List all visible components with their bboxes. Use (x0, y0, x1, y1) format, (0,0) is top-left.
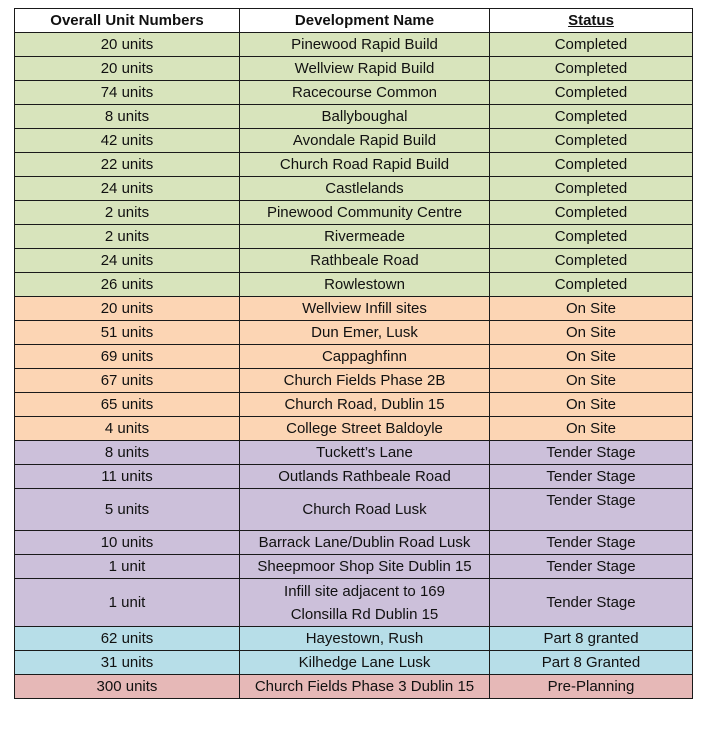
cell-status: On Site (490, 297, 693, 321)
table-row (15, 531, 693, 555)
cell-development-name: Ballyboughal (240, 105, 490, 129)
cell-status: On Site (490, 393, 693, 417)
cell-development-name: Wellview Rapid Build (240, 57, 490, 81)
cell-units: 1 unit (15, 579, 240, 627)
cell-development-name: Kilhedge Lane Lusk (240, 651, 490, 675)
table-row (15, 651, 693, 675)
table-row (15, 249, 693, 273)
cell-development-name: Rowlestown (240, 273, 490, 297)
header-development-name: Development Name (240, 9, 490, 33)
cell-development-name: Church Fields Phase 2B (240, 369, 490, 393)
cell-status: Tender Stage (490, 465, 693, 489)
cell-units: 300 units (15, 675, 240, 699)
table-row (15, 297, 693, 321)
cell-units: 8 units (15, 441, 240, 465)
cell-development-name: Church Fields Phase 3 Dublin 15 (240, 675, 490, 699)
table-row (15, 129, 693, 153)
cell-units: 22 units (15, 153, 240, 177)
cell-units: 4 units (15, 417, 240, 441)
cell-status: On Site (490, 321, 693, 345)
cell-units: 62 units (15, 627, 240, 651)
cell-units: 24 units (15, 177, 240, 201)
table-row (15, 105, 693, 129)
cell-status: Tender Stage (490, 531, 693, 555)
table-row (15, 177, 693, 201)
cell-status: Completed (490, 225, 693, 249)
header-unit-numbers: Overall Unit Numbers (15, 9, 240, 33)
cell-development-name (240, 579, 490, 627)
cell-status: Tender Stage (490, 441, 693, 465)
cell-development-name: Barrack Lane/Dublin Road Lusk (240, 531, 490, 555)
cell-units: 2 units (15, 225, 240, 249)
cell-units: 20 units (15, 33, 240, 57)
cell-development-name: Pinewood Rapid Build (240, 33, 490, 57)
cell-development-name: Tuckett’s Lane (240, 441, 490, 465)
cell-units: 31 units (15, 651, 240, 675)
table-row (15, 627, 693, 651)
table-row (15, 81, 693, 105)
table-row (15, 273, 693, 297)
table-row (15, 153, 693, 177)
cell-status: Completed (490, 81, 693, 105)
table-row (15, 201, 693, 225)
header-row (15, 9, 693, 33)
cell-development-name: Pinewood Community Centre (240, 201, 490, 225)
cell-units: 74 units (15, 81, 240, 105)
table-row (15, 441, 693, 465)
table-row (15, 465, 693, 489)
cell-development-name: Church Road, Dublin 15 (240, 393, 490, 417)
cell-status: Tender Stage (490, 555, 693, 579)
cell-status: Completed (490, 177, 693, 201)
table-row (15, 33, 693, 57)
cell-status: Pre-Planning (490, 675, 693, 699)
cell-development-name: Outlands Rathbeale Road (240, 465, 490, 489)
table-row (15, 57, 693, 81)
cell-status: Tender Stage (490, 489, 693, 531)
cell-units: 2 units (15, 201, 240, 225)
cell-units: 20 units (15, 297, 240, 321)
cell-status: Tender Stage (490, 579, 693, 627)
cell-units: 10 units (15, 531, 240, 555)
cell-development-name: Sheepmoor Shop Site Dublin 15 (240, 555, 490, 579)
cell-development-name: Rathbeale Road (240, 249, 490, 273)
table-row (15, 675, 693, 699)
cell-status: Completed (490, 57, 693, 81)
cell-status: Completed (490, 201, 693, 225)
table-row (15, 579, 693, 627)
cell-status: Completed (490, 249, 693, 273)
cell-status: Completed (490, 129, 693, 153)
cell-status: Completed (490, 153, 693, 177)
cell-development-name: Church Road Rapid Build (240, 153, 490, 177)
cell-units: 67 units (15, 369, 240, 393)
cell-status: Part 8 granted (490, 627, 693, 651)
cell-units: 26 units (15, 273, 240, 297)
table-row (15, 555, 693, 579)
table-row (15, 225, 693, 249)
cell-development-name: Church Road Lusk (240, 489, 490, 531)
header-status (490, 9, 693, 33)
cell-units: 20 units (15, 57, 240, 81)
cell-development-name: College Street Baldoyle (240, 417, 490, 441)
cell-development-name: Avondale Rapid Build (240, 129, 490, 153)
cell-development-name: Racecourse Common (240, 81, 490, 105)
cell-units: 1 unit (15, 555, 240, 579)
cell-units: 8 units (15, 105, 240, 129)
development-name-line: Clonsilla Rd Dublin 15 (290, 605, 439, 623)
cell-development-name: Castlelands (240, 177, 490, 201)
header-status-label: Status (568, 12, 614, 29)
cell-units: 51 units (15, 321, 240, 345)
cell-units: 5 units (15, 489, 240, 531)
table-row (15, 345, 693, 369)
cell-status: Part 8 Granted (490, 651, 693, 675)
table-row (15, 321, 693, 345)
cell-status: Completed (490, 33, 693, 57)
table-row (15, 369, 693, 393)
cell-units: 42 units (15, 129, 240, 153)
cell-units: 11 units (15, 465, 240, 489)
cell-development-name: Cappaghfinn (240, 345, 490, 369)
cell-status: On Site (490, 417, 693, 441)
cell-development-name: Dun Emer, Lusk (240, 321, 490, 345)
cell-units: 69 units (15, 345, 240, 369)
cell-development-name: Wellview Infill sites (240, 297, 490, 321)
cell-units: 65 units (15, 393, 240, 417)
development-name-line: Infill site adjacent to 169 (284, 582, 445, 600)
cell-status: On Site (490, 369, 693, 393)
development-status-table (14, 8, 693, 699)
cell-status: Completed (490, 105, 693, 129)
cell-development-name: Hayestown, Rush (240, 627, 490, 651)
cell-status: On Site (490, 345, 693, 369)
cell-status: Completed (490, 273, 693, 297)
cell-units: 24 units (15, 249, 240, 273)
table-row (15, 489, 693, 531)
table-row (15, 393, 693, 417)
table-row (15, 417, 693, 441)
cell-development-name: Rivermeade (240, 225, 490, 249)
